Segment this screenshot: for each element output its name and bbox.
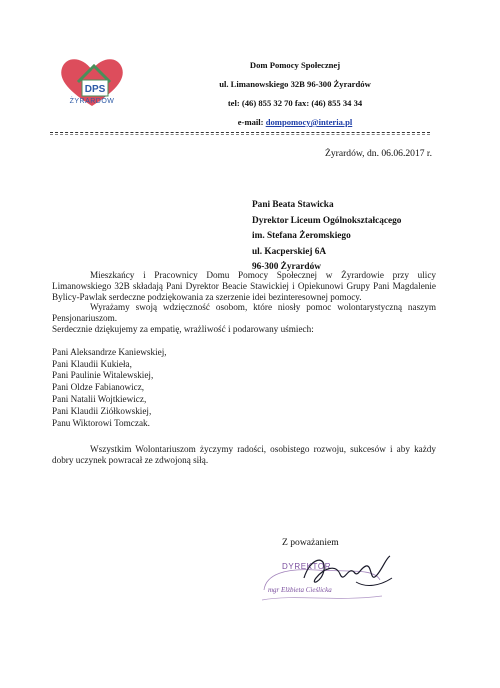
paragraph-thanks: Mieszkańcy i Pracownicy Domu Pomocy Społecznej w Żyrardowie przy ulicy Limanowskiego 32B składają Pani Dyrektor Beacie Stawickiej i Opiekunowi Grupy Pani Magdalenie Bylicy-Pawlak serdeczne podziękowania za szerzenie idei bezinteresownej pomocy.: [52, 270, 436, 302]
email-link[interactable]: dompomocy@interia.pl: [265, 117, 353, 127]
logo-text: ŻYRARDÓW: [69, 98, 115, 105]
list-item: Pani Klaudii Kukieła,: [52, 358, 132, 369]
list-item: Pani Klaudii Ziółkowskiej,: [52, 405, 152, 416]
letter-body: [52, 270, 436, 466]
volunteer-list: [52, 347, 436, 430]
paragraph-intro-names: Serdecznie dziękujemy za empatię, wrażliwość i podarowany uśmiech:: [52, 323, 314, 334]
recipient-line: Pani Beata Stawicka: [252, 200, 334, 210]
list-item: Pani Natalii Wojtkiewicz,: [52, 393, 147, 404]
recipient-line: im. Stefana Żeromskiego: [252, 231, 351, 241]
email-label: e-mail:: [237, 117, 264, 127]
recipient-line: 96-300 Żyrardów: [252, 262, 321, 272]
paragraph-gratitude: Wyrażamy swoją wdzięczność osobom, które niosły pomoc wolontarystyczną naszym Pensjonariuszom.: [52, 302, 436, 324]
recipient-line: Dyrektor Liceum Ogólnokształcącego: [252, 215, 402, 226]
list-item: Panu Wiktorowi Tomczak.: [52, 417, 150, 428]
header-divider-secondary: [50, 134, 430, 135]
recipient-block: [252, 198, 452, 276]
stamp-name: mgr Elżbieta Cieślicka: [268, 586, 332, 594]
letter-date: Żyrardów, dn. 06.06.2017 r.: [324, 148, 432, 159]
letterhead: [190, 56, 400, 132]
org-name: Dom Pomocy Społecznej: [249, 60, 341, 70]
list-item: Pani Aleksandrze Kaniewskiej,: [52, 346, 167, 357]
stamp-title: DYREKTOR: [282, 562, 332, 571]
regards: Z poważaniem: [282, 537, 339, 548]
list-item: Pani Paulinie Witalewskiej,: [52, 370, 154, 381]
recipient-line: ul. Kacperskiej 6A: [252, 246, 327, 257]
org-address: ul. Limanowskiego 32B 96-300 Żyrardów: [219, 79, 371, 89]
org-phone-fax: tel: (46) 855 32 70 fax: (46) 855 34 34: [227, 98, 363, 108]
org-email-line: [190, 113, 400, 132]
signature-icon: [296, 548, 396, 598]
logo-mark: DPS: [84, 84, 106, 95]
list-item: Pani Oldze Fabianowicz,: [52, 382, 145, 393]
paragraph-wishes: Wszystkim Wolontariuszom życzymy radości, osobistego rozwoju, sukcesów i aby każdy dobry uczynek powracał ze zdwojoną siłą.: [52, 444, 436, 466]
header-divider: [50, 132, 430, 133]
